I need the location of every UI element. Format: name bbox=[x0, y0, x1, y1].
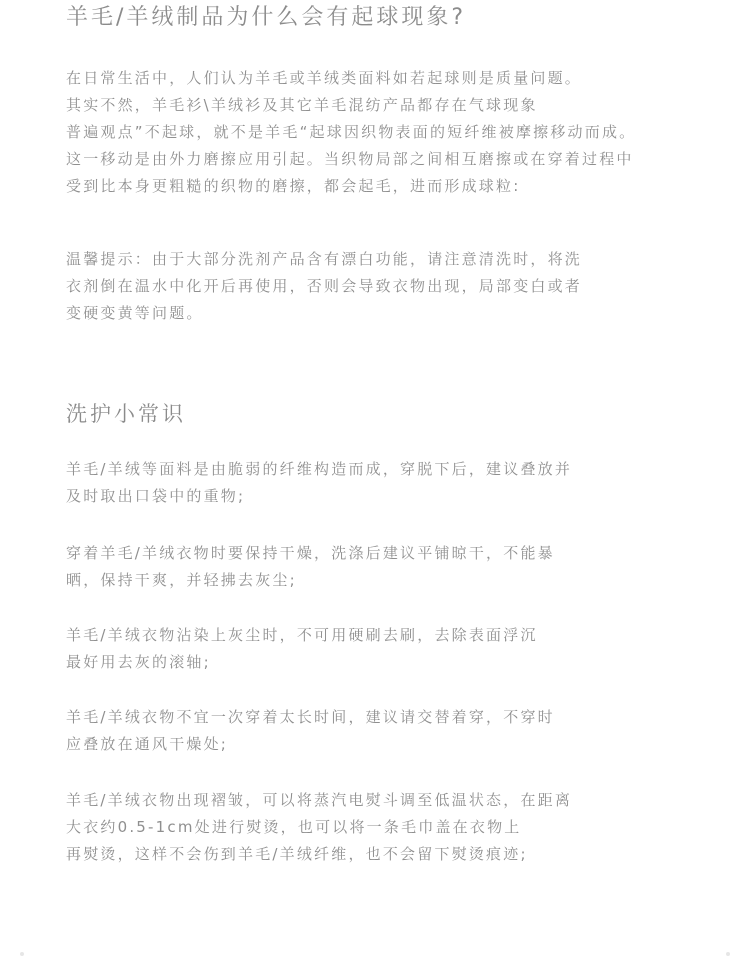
care-item-line: 羊毛/羊绒衣物出现褶皱，可以将蒸汽电熨斗调至低温状态，在距离 bbox=[66, 791, 573, 809]
tip-line: 变硬变黄等问题。 bbox=[66, 304, 204, 322]
care-item-line: 穿着羊毛/羊绒衣物时要保持干燥，洗涤后建议平铺晾干，不能暴 bbox=[66, 544, 555, 562]
care-item bbox=[66, 540, 736, 594]
care-item-line: 羊毛/羊绒衣物不宜一次穿着太长时间，建议请交替着穿，不穿时 bbox=[66, 708, 555, 726]
tip-paragraph bbox=[66, 246, 736, 327]
care-item-line: 羊毛/羊绒衣物沾染上灰尘时，不可用硬刷去刷，去除表面浮沉 bbox=[66, 626, 538, 644]
intro-line: 其实不然，羊毛衫\羊绒衫及其它羊毛混纺产品都存在气球现象 bbox=[66, 96, 538, 114]
care-item bbox=[66, 787, 736, 868]
care-item-line: 及时取出口袋中的重物; bbox=[66, 487, 246, 505]
intro-line: 在日常生活中，人们认为羊毛或羊绒类面料如若起球则是质量问题。 bbox=[66, 69, 583, 87]
care-item bbox=[66, 456, 736, 510]
care-item-line: 晒，保持干爽，并轻拂去灰尘; bbox=[66, 571, 297, 589]
tip-line: 衣剂倒在温水中化开后再使用，否则会导致衣物出现，局部变白或者 bbox=[66, 277, 583, 295]
intro-line: 受到比本身更粗糙的织物的磨擦，都会起毛，进而形成球粒: bbox=[66, 177, 521, 195]
care-item-line: 大衣约0.5-1cm处进行熨烫，也可以将一条毛巾盖在衣物上 bbox=[66, 818, 522, 836]
care-item-line: 最好用去灰的滚轴; bbox=[66, 653, 211, 671]
care-item bbox=[66, 704, 736, 758]
care-item bbox=[66, 622, 736, 676]
page-title: 羊毛/羊绒制品为什么会有起球现象? bbox=[66, 5, 467, 30]
corner-mark bbox=[20, 952, 24, 956]
intro-paragraph bbox=[66, 65, 736, 200]
tip-line: 温馨提示：由于大部分洗剂产品含有漂白功能，请注意清洗时，将洗 bbox=[66, 250, 583, 268]
care-heading: 洗护小常识 bbox=[66, 402, 186, 426]
care-item-line: 应叠放在通风干燥处; bbox=[66, 735, 229, 753]
care-item-line: 再熨烫，这样不会伤到羊毛/羊绒纤维，也不会留下熨烫痕迹; bbox=[66, 845, 528, 863]
intro-line: 普遍观点”不起球，就不是羊毛“起球因织物表面的短纤维被摩擦移动而成。 bbox=[66, 123, 637, 141]
corner-mark bbox=[726, 952, 730, 956]
intro-line: 这一移动是由外力磨擦应用引起。当织物局部之间相互磨擦或在穿着过程中 bbox=[66, 150, 634, 168]
care-item-line: 羊毛/羊绒等面料是由脆弱的纤维构造而成，穿脱下后，建议叠放并 bbox=[66, 460, 573, 478]
